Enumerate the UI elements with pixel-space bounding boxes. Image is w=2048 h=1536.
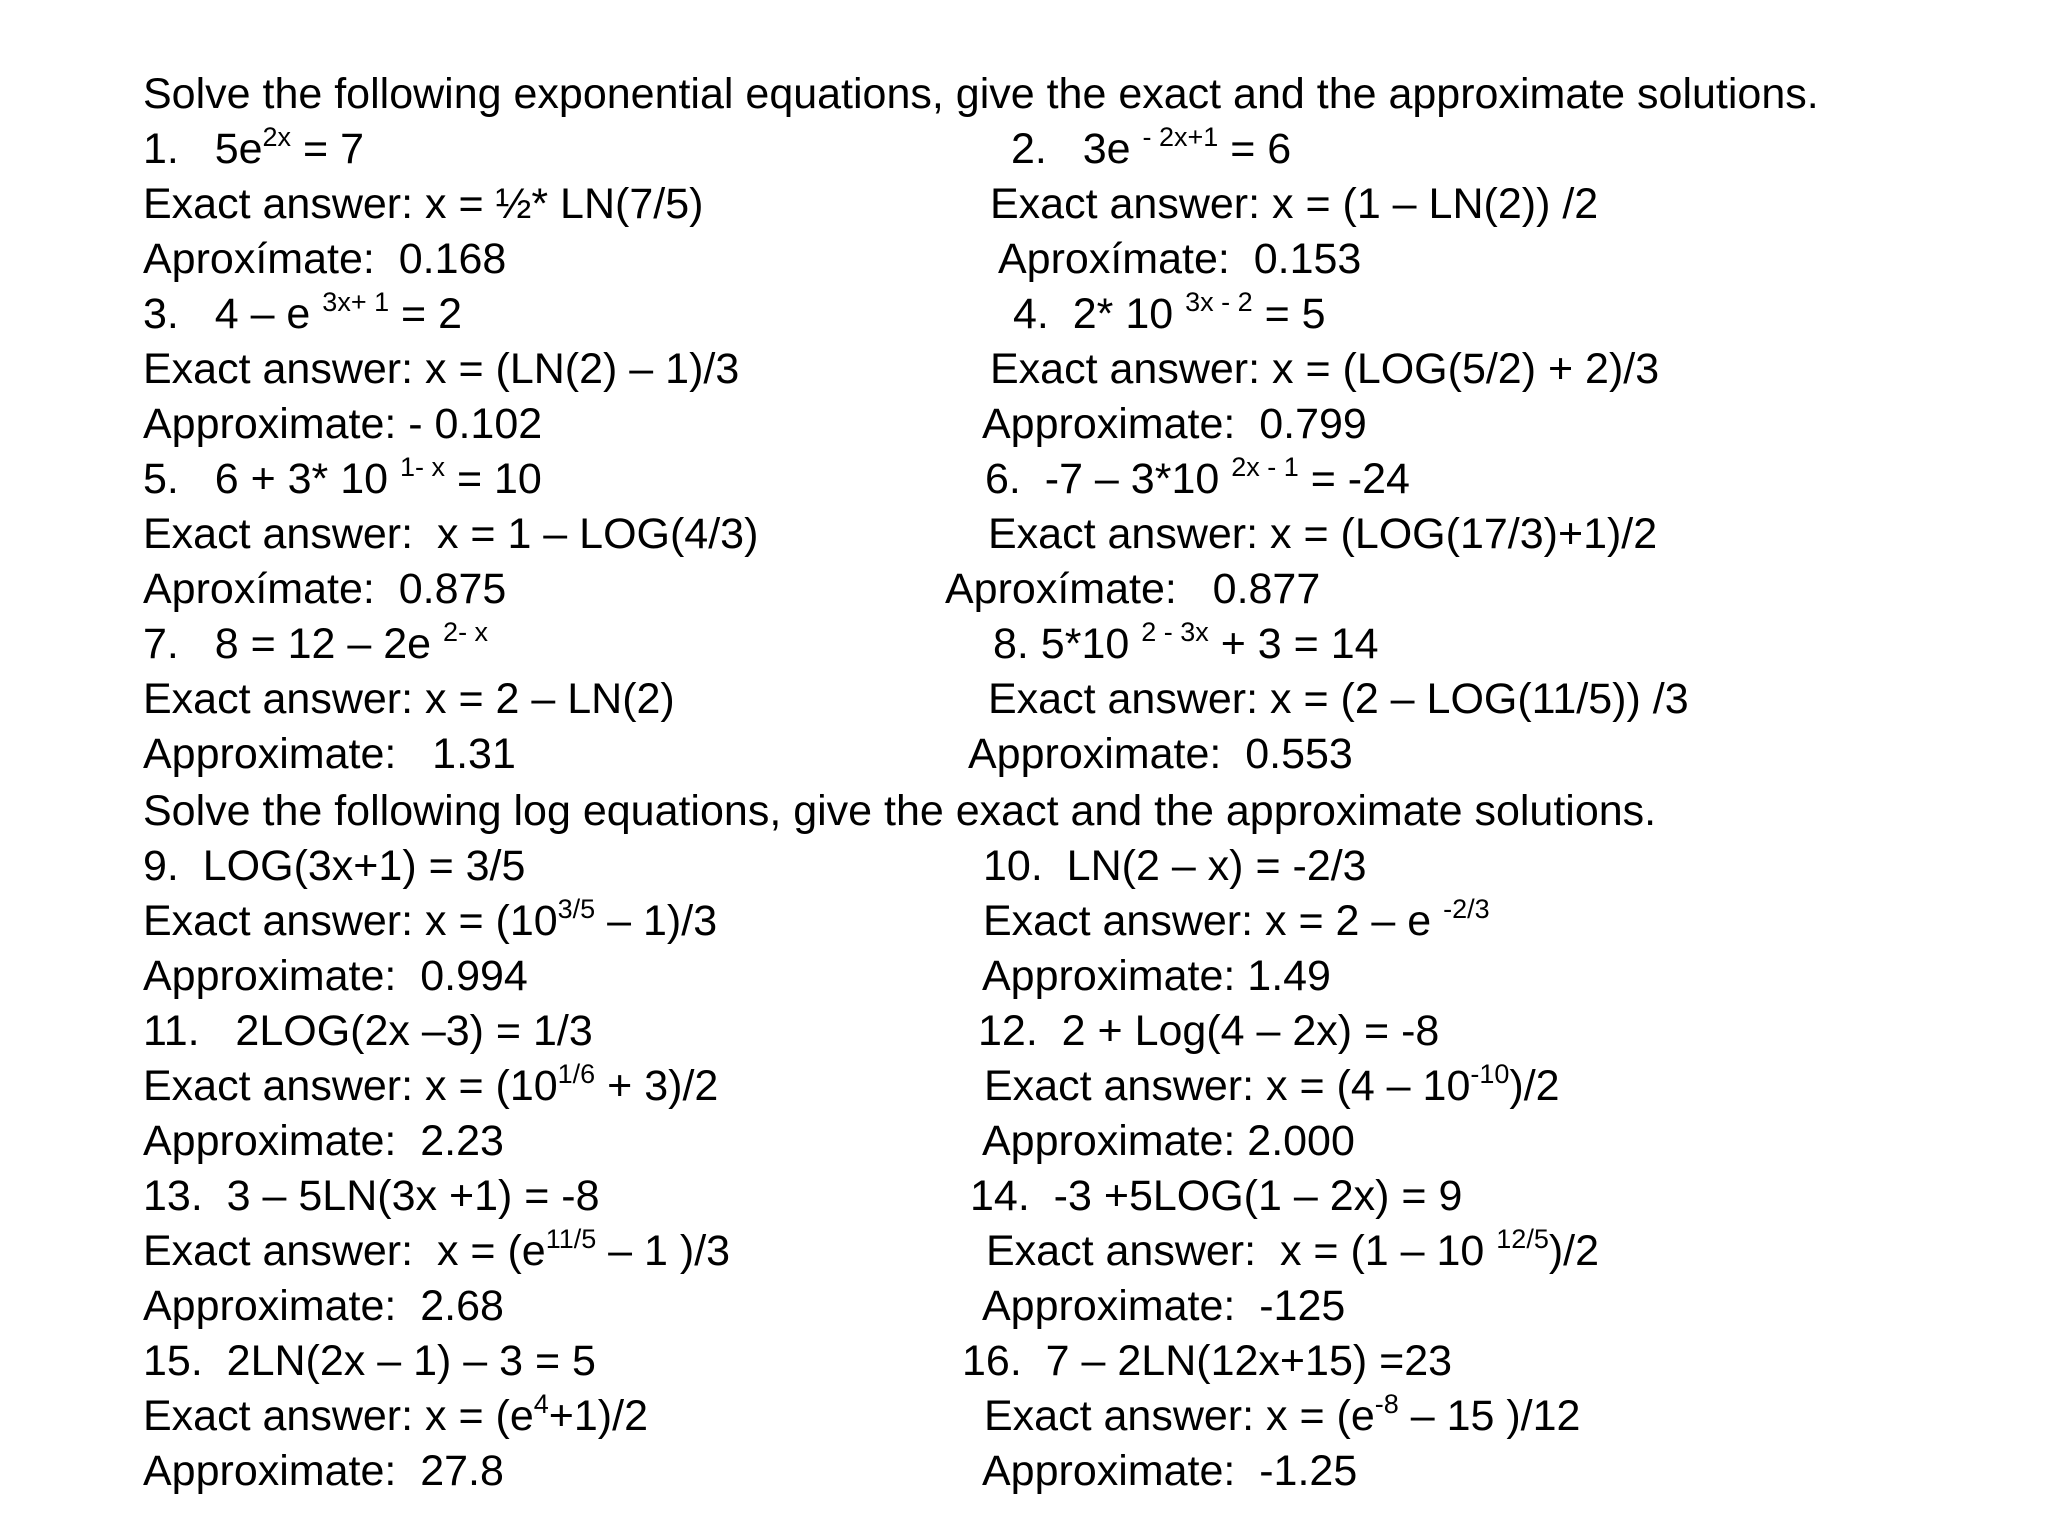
line-text: Aproxímate: 0.153 [998, 235, 1362, 283]
approx-10 [982, 952, 1331, 1000]
exponent: -2/3 [1443, 894, 1490, 924]
approx-3 [143, 400, 543, 448]
approx-12 [982, 1117, 1355, 1165]
line-text: = 2 [389, 290, 463, 338]
problem-10 [983, 842, 1367, 890]
line-text: Approximate: 2.68 [143, 1282, 504, 1330]
line-text: Exact answer: x = (LOG(17/3)+1)/2 [988, 510, 1658, 558]
exponent: 4 [533, 1389, 549, 1419]
line-text: = 5 [1252, 290, 1326, 338]
line-text: Approximate: 0.553 [968, 730, 1353, 778]
line-text: 1. 5e [143, 125, 263, 173]
exponent: -10 [1470, 1059, 1510, 1089]
exact-2 [990, 180, 1599, 228]
exponent: 11/5 [545, 1224, 597, 1254]
line-text: 13. 3 – 5LN(3x +1) = -8 [143, 1172, 600, 1220]
exponent: 2- x [443, 617, 489, 647]
approx-5 [143, 565, 507, 613]
line-text: 3. 4 – e [143, 290, 323, 338]
line-text: = 7 [291, 125, 364, 173]
line-text: + 3 = 14 [1208, 620, 1379, 668]
exponent: 3x+ 1 [322, 287, 390, 317]
line-text: – 1 )/3 [596, 1227, 731, 1275]
line-text: Exact answer: x = 2 – e [983, 897, 1444, 945]
line-text: )/2 [1509, 1062, 1560, 1110]
problem-5 [143, 452, 542, 503]
exponent: 2x - 1 [1231, 452, 1299, 482]
line-text: Approximate: 2.23 [143, 1117, 504, 1165]
problem-13 [143, 1172, 600, 1220]
approx-1 [143, 235, 507, 283]
line-text: )/2 [1548, 1227, 1600, 1275]
line-text: 5. 6 + 3* 10 [143, 455, 400, 503]
problem-2 [1011, 122, 1292, 173]
exact-6 [988, 510, 1658, 558]
line-text: Aproxímate: 0.877 [945, 565, 1321, 613]
line-text: Aproxímate: 0.875 [143, 565, 507, 613]
problem-12 [978, 1007, 1440, 1055]
line-text: + 3)/2 [595, 1062, 719, 1110]
line-text: Approximate: 0.994 [143, 952, 528, 1000]
exponent: 12/5 [1496, 1224, 1549, 1254]
problem-16 [962, 1337, 1453, 1385]
line-text: +1)/2 [548, 1392, 648, 1440]
exponent: 2x [262, 122, 292, 152]
line-text: Exact answer: x = (e [143, 1392, 534, 1440]
line-text: Exact answer: x = (10 [143, 897, 558, 945]
exact-10 [983, 894, 1490, 945]
problem-11 [143, 1007, 593, 1055]
line-text: Exact answer: x = (2 – LOG(11/5)) /3 [988, 675, 1689, 723]
log-section-heading: Solve the following log equations, give the exact and the approximate solutions. [143, 787, 1657, 835]
exact-5 [143, 510, 759, 558]
line-text: Approximate: 27.8 [143, 1447, 504, 1495]
exact-16 [984, 1389, 1581, 1440]
problem-6 [985, 452, 1410, 503]
line-text: Exact answer: x = 2 – LN(2) [143, 675, 675, 723]
line-text: Exact answer: x = (10 [143, 1062, 558, 1110]
exponent: 3/5 [557, 894, 596, 924]
line-text: 10. LN(2 – x) = -2/3 [983, 842, 1367, 890]
approx-6 [945, 565, 1321, 613]
exact-1 [143, 180, 704, 228]
line-text: Aproxímate: 0.168 [143, 235, 507, 283]
exponent: 1/6 [557, 1059, 596, 1089]
line-text: = 6 [1218, 125, 1292, 173]
problem-8 [993, 617, 1379, 668]
exact-14 [986, 1224, 1600, 1275]
exact-4 [990, 345, 1660, 393]
exponent: 1- x [400, 452, 446, 482]
line-text: 8. 5*10 [993, 620, 1142, 668]
line-text: 2. 3e [1011, 125, 1143, 173]
exact-13 [143, 1224, 731, 1275]
exponential-section-heading: Solve the following exponential equations, give the exact and the approximate solutions. [143, 70, 1819, 118]
line-text: Approximate: -125 [982, 1282, 1346, 1330]
line-text: 9. LOG(3x+1) = 3/5 [143, 842, 526, 890]
problem-15 [143, 1337, 596, 1385]
problem-7 [143, 617, 489, 668]
approx-7 [143, 730, 516, 778]
problem-3 [143, 287, 463, 338]
line-text: – 15 )/12 [1398, 1392, 1581, 1440]
line-text: Exact answer: x = 1 – LOG(4/3) [143, 510, 759, 558]
approx-9 [143, 952, 528, 1000]
exact-9 [143, 894, 718, 945]
exact-11 [143, 1059, 719, 1110]
line-text: Exact answer: x = (1 – 10 [986, 1227, 1497, 1275]
line-text: Approximate: 0.799 [982, 400, 1367, 448]
line-text: 16. 7 – 2LN(12x+15) =23 [962, 1337, 1453, 1385]
exponent: 2 - 3x [1141, 617, 1209, 647]
line-text: = -24 [1298, 455, 1410, 503]
exact-15 [143, 1389, 648, 1440]
approx-11 [143, 1117, 504, 1165]
line-text: Exact answer: x = ½* LN(7/5) [143, 180, 704, 228]
line-text: 15. 2LN(2x – 1) – 3 = 5 [143, 1337, 596, 1385]
approx-15 [143, 1447, 504, 1495]
line-text: Exact answer: x = (e [984, 1392, 1375, 1440]
exact-12 [984, 1059, 1560, 1110]
approx-8 [968, 730, 1353, 778]
exponent: - 2x+1 [1142, 122, 1219, 152]
approx-16 [982, 1447, 1358, 1495]
line-text: Approximate: - 0.102 [143, 400, 543, 448]
problem-1 [143, 122, 364, 173]
approx-4 [982, 400, 1367, 448]
exact-7 [143, 675, 675, 723]
problem-9 [143, 842, 526, 890]
line-text: Approximate: 1.49 [982, 952, 1331, 1000]
problem-4 [1013, 287, 1326, 338]
approx-14 [982, 1282, 1346, 1330]
line-text: Exact answer: x = (4 – 10 [984, 1062, 1471, 1110]
line-text: 12. 2 + Log(4 – 2x) = -8 [978, 1007, 1440, 1055]
line-text: – 1)/3 [595, 897, 718, 945]
line-text: Exact answer: x = (1 – LN(2)) /2 [990, 180, 1599, 228]
approx-2 [998, 235, 1362, 283]
line-text: 14. -3 +5LOG(1 – 2x) = 9 [970, 1172, 1463, 1220]
line-text: 11. 2LOG(2x –3) = 1/3 [143, 1007, 593, 1055]
line-text: 7. 8 = 12 – 2e [143, 620, 444, 668]
line-text: 4. 2* 10 [1013, 290, 1186, 338]
line-text: Approximate: 1.31 [143, 730, 516, 778]
problem-14 [970, 1172, 1463, 1220]
line-text: Approximate: 2.000 [982, 1117, 1355, 1165]
exponent: -8 [1374, 1389, 1399, 1419]
exact-3 [143, 345, 740, 393]
line-text: Exact answer: x = (e [143, 1227, 546, 1275]
exact-8 [988, 675, 1689, 723]
line-text: 6. -7 – 3*10 [985, 455, 1232, 503]
line-text: Approximate: -1.25 [982, 1447, 1358, 1495]
line-text: Exact answer: x = (LOG(5/2) + 2)/3 [990, 345, 1660, 393]
line-text: = 10 [445, 455, 542, 503]
line-text: Exact answer: x = (LN(2) – 1)/3 [143, 345, 740, 393]
exponent: 3x - 2 [1185, 287, 1253, 317]
approx-13 [143, 1282, 504, 1330]
